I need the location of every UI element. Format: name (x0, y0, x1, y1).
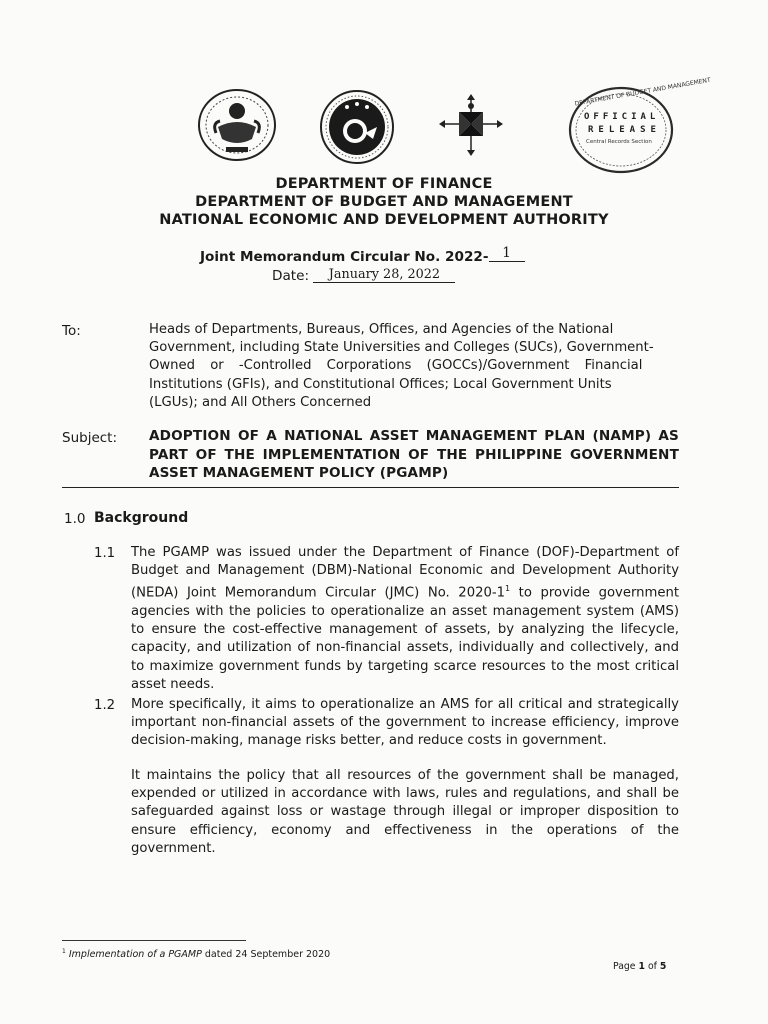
header-neda: NATIONAL ECONOMIC AND DEVELOPMENT AUTHORITY (159, 212, 609, 228)
circular-number-value: 1 (502, 245, 511, 261)
dof-seal-logo (196, 87, 278, 163)
to-line-1: Heads of Departments, Bureaus, Offices, and Agencies of the National (149, 322, 614, 337)
para-1-1-text-a: The PGAMP was issued under the Department of Finance (DOF)-Department of Budget and Management (DBM)-National Economic and Development Authority (NEDA) Joint Memorandum Circular (JMC) No. 2020-1 (131, 545, 679, 601)
header-dbm: DEPARTMENT OF BUDGET AND MANAGEMENT (195, 194, 573, 210)
stamp-ring-text: DEPARTMENT OF BUDGET AND MANAGEMENT (574, 76, 712, 108)
page-label: Page (613, 961, 636, 972)
circular-title: Joint Memorandum Circular No. 2022- (200, 249, 489, 265)
footnote-mark: 1 (62, 948, 66, 955)
to-line-4: Institutions (GFIs), and Constitutional Offices; Local Government Units (149, 376, 612, 392)
footnote-ref: 1 (505, 584, 511, 594)
stamp-line-official: OFFICIAL (584, 112, 660, 122)
para-1-1-text-b: to provide government agencies with the policies to operationalize an asset management system (AMS) to ensure the cost-effective management of assets, by analyzing the lifecycle, capacity, and utilization of non-financial assets, individually and collectively, and to maximize government funds by targeting scarce resources to the most critical asset needs. (131, 585, 679, 692)
official-release-stamp (566, 76, 712, 176)
para-1-2-text: More specifically, it aims to operationalize an AMS for all critical and strategically important non-financial assets of the government to increase efficiency, improve decision-making, manage risks better, and reduce costs in government. (131, 697, 679, 749)
date-row (272, 268, 455, 285)
to-recipients (149, 321, 679, 412)
header-dof: DEPARTMENT OF FINANCE (275, 176, 493, 192)
circular-title-row (200, 245, 525, 266)
subject-underline (62, 487, 679, 488)
para-1-1-text (131, 544, 679, 694)
subject-text: ADOPTION OF A NATIONAL ASSET MANAGEMENT PLAN (NAMP) AS PART OF THE IMPLEMENTATION OF THE PHILIPPINE GOVERNMENT ASSET MANAGEMENT POLICY (PGAMP) (149, 428, 679, 481)
dbm-seal-logo (317, 89, 397, 165)
circular-number (489, 245, 525, 262)
date-value (313, 267, 455, 283)
footnote-italic: Implementation of a PGAMP (68, 949, 202, 961)
section-number: 1.0 (64, 511, 86, 527)
para-1-1-number: 1.1 (94, 546, 116, 561)
neda-logo (435, 92, 507, 160)
stamp-line-release: RELEASE (588, 125, 661, 135)
section-title: Background (94, 510, 189, 526)
stamp-line-records: Central Records Section (586, 139, 652, 145)
para-1-2-number: 1.2 (94, 698, 116, 713)
page-number (613, 961, 666, 972)
footnote-rest: dated 24 September 2020 (201, 949, 331, 961)
page-current: 1 (638, 961, 645, 972)
para-1-2-continuation: It maintains the policy that all resources of the government shall be managed, expended or utilized in accordance with laws, rules and regulations, and shall be safeguarded against loss or wastage through illegal or improper disposition to ensure efficiency, economy and effectiveness in the operations of the government. (131, 768, 679, 856)
to-line-5: (LGUs); and All Others Concerned (149, 394, 372, 410)
footnote-separator (62, 940, 246, 941)
to-label: To: (62, 323, 81, 339)
footnote (62, 948, 330, 960)
page-of: of (647, 961, 657, 972)
date-label: Date: (272, 268, 310, 284)
to-line-2: Government, including State Universities and Colleges (SUCs), Government- (149, 340, 654, 356)
subject-label: Subject: (62, 430, 118, 446)
to-line-3: Owned or -Controlled Corporations (GOCCs)/Government Financial (149, 358, 643, 374)
date-value-text: January 28, 2022 (328, 267, 441, 282)
page-total: 5 (659, 961, 667, 972)
